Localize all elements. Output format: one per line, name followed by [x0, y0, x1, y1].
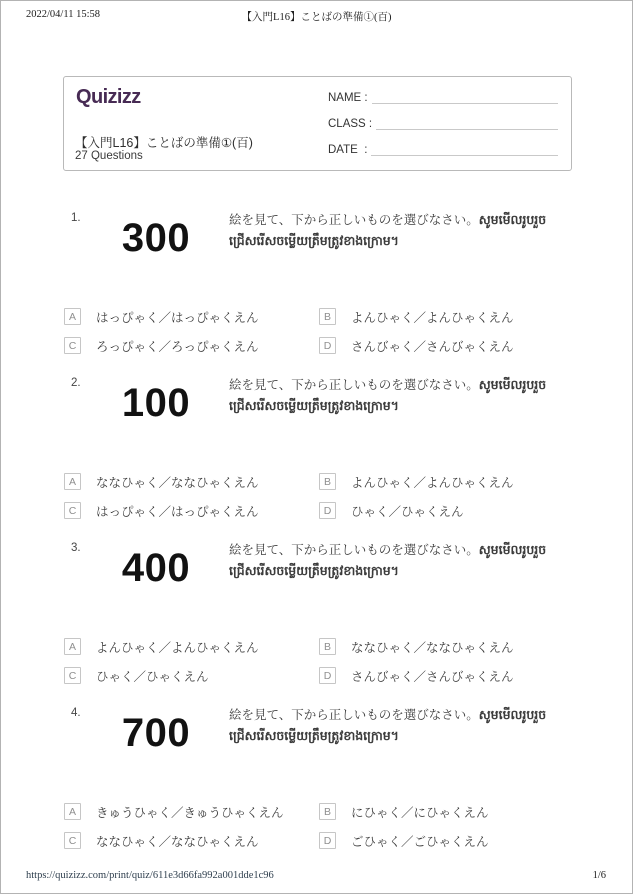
option-label: にひゃく／にひゃくえん: [351, 805, 489, 820]
option-label: よんひゃく／よんひゃくえん: [351, 310, 514, 325]
option-d: [319, 502, 572, 519]
student-fields: [328, 86, 558, 164]
option-label: ななひゃく／ななひゃくえん: [96, 475, 259, 490]
option-label: ななひゃく／ななひゃくえん: [96, 834, 259, 849]
option-letter-box: D: [319, 667, 336, 684]
option-letter-box: C: [64, 502, 81, 519]
question-instruction: [229, 540, 569, 581]
option-letter-box: D: [319, 832, 336, 849]
option-label: よんひゃく／よんひゃくえん: [96, 640, 259, 655]
option-d: [319, 667, 572, 684]
instruction-khmer: សូមមើលរូបរួចជ្រើសរើសចម្លើយត្រឹមត្រូវខាងក្រោម។: [229, 543, 547, 578]
instruction-japanese: 絵を見て、下から正しいものを選びなさい。: [229, 708, 479, 722]
option-label: ろっぴゃく／ろっぴゃくえん: [96, 339, 259, 354]
option-letter-box: B: [319, 308, 336, 325]
option-a: [64, 803, 319, 820]
question-stimulus-number: 400: [121, 546, 191, 590]
option-b: [319, 308, 572, 325]
option-d: [319, 832, 572, 849]
question-stimulus-number: 700: [121, 711, 191, 755]
options-grid: [64, 308, 572, 354]
option-label: さんびゃく／さんびゃくえん: [351, 339, 514, 354]
option-letter-box: B: [319, 473, 336, 490]
class-field-label: CLASS :: [328, 118, 373, 130]
instruction-japanese: 絵を見て、下から正しいものを選びなさい。: [229, 378, 479, 392]
instruction-khmer: សូមមើលរូបរួចជ្រើសរើសចម្លើយត្រឹមត្រូវខាងក្រោម។: [229, 213, 547, 248]
option-label: ひゃく／ひゃくえん: [96, 669, 209, 684]
option-a: [64, 473, 319, 490]
option-letter-box: C: [64, 337, 81, 354]
option-b: [319, 638, 572, 655]
option-letter-box: D: [319, 337, 336, 354]
option-label: きゅうひゃく／きゅうひゃくえん: [96, 805, 284, 820]
option-letter-box: C: [64, 667, 81, 684]
option-letter-box: D: [319, 502, 336, 519]
option-label: はっぴゃく／はっぴゃくえん: [96, 310, 259, 325]
question-number: 3.: [71, 542, 81, 554]
question-block-2: [63, 371, 572, 536]
option-label: ひゃく／ひゃくえん: [351, 504, 464, 519]
question-stimulus-number: 300: [121, 216, 191, 260]
quizizz-logo: Quizizz: [76, 86, 141, 108]
option-a: [64, 638, 319, 655]
instruction-khmer: សូមមើលរូបរួចជ្រើសរើសចម្លើយត្រឹមត្រូវខាងក្រោម។: [229, 708, 547, 743]
options-grid: [64, 803, 572, 849]
option-label: はっぴゃく／はっぴゃくえん: [96, 504, 259, 519]
option-letter-box: B: [319, 638, 336, 655]
name-field-line: [372, 88, 558, 104]
question-number: 4.: [71, 707, 81, 719]
instruction-khmer: សូមមើលរូបរួចជ្រើសរើសចម្លើយត្រឹមត្រូវខាងក្រោម។: [229, 378, 547, 413]
question-instruction: [229, 210, 569, 251]
quiz-title: 【入門L16】ことばの準備①(百): [75, 136, 253, 150]
question-instruction: [229, 705, 569, 746]
option-b: [319, 803, 572, 820]
option-a: [64, 308, 319, 325]
print-footer-url: https://quizizz.com/print/quiz/611e3d66fa992a001dde1c96: [26, 870, 274, 881]
option-letter-box: C: [64, 832, 81, 849]
question-number: 1.: [71, 212, 81, 224]
date-field-label: DATE :: [328, 144, 368, 156]
option-letter-box: A: [64, 803, 81, 820]
quiz-info-box: [63, 76, 572, 171]
print-header-datetime: 2022/04/11 15:58: [26, 9, 100, 20]
class-field-line: [376, 114, 558, 130]
question-stimulus-number: 100: [121, 381, 191, 425]
question-count: 27 Questions: [75, 150, 143, 162]
question-number: 2.: [71, 377, 81, 389]
name-field-label: NAME :: [328, 92, 368, 104]
option-c: [64, 337, 319, 354]
option-label: よんひゃく／よんひゃくえん: [351, 475, 514, 490]
question-block-4: [63, 701, 572, 866]
page-indicator: 1/6: [592, 870, 606, 881]
options-grid: [64, 638, 572, 684]
name-field-row: [328, 86, 558, 104]
date-field-row: [328, 138, 558, 156]
question-block-1: [63, 206, 572, 371]
options-grid: [64, 473, 572, 519]
option-label: ごひゃく／ごひゃくえん: [351, 834, 489, 849]
question-instruction: [229, 375, 569, 416]
option-label: さんびゃく／さんびゃくえん: [351, 669, 514, 684]
option-letter-box: A: [64, 473, 81, 490]
option-b: [319, 473, 572, 490]
option-letter-box: A: [64, 638, 81, 655]
print-header-title: 【入門L16】ことばの準備①(百): [241, 12, 392, 23]
option-letter-box: A: [64, 308, 81, 325]
date-field-line: [371, 140, 558, 156]
class-field-row: [328, 112, 558, 130]
option-c: [64, 502, 319, 519]
option-c: [64, 832, 319, 849]
option-letter-box: B: [319, 803, 336, 820]
question-block-3: [63, 536, 572, 701]
option-d: [319, 337, 572, 354]
instruction-japanese: 絵を見て、下から正しいものを選びなさい。: [229, 543, 479, 557]
option-label: ななひゃく／ななひゃくえん: [351, 640, 514, 655]
option-c: [64, 667, 319, 684]
instruction-japanese: 絵を見て、下から正しいものを選びなさい。: [229, 213, 479, 227]
